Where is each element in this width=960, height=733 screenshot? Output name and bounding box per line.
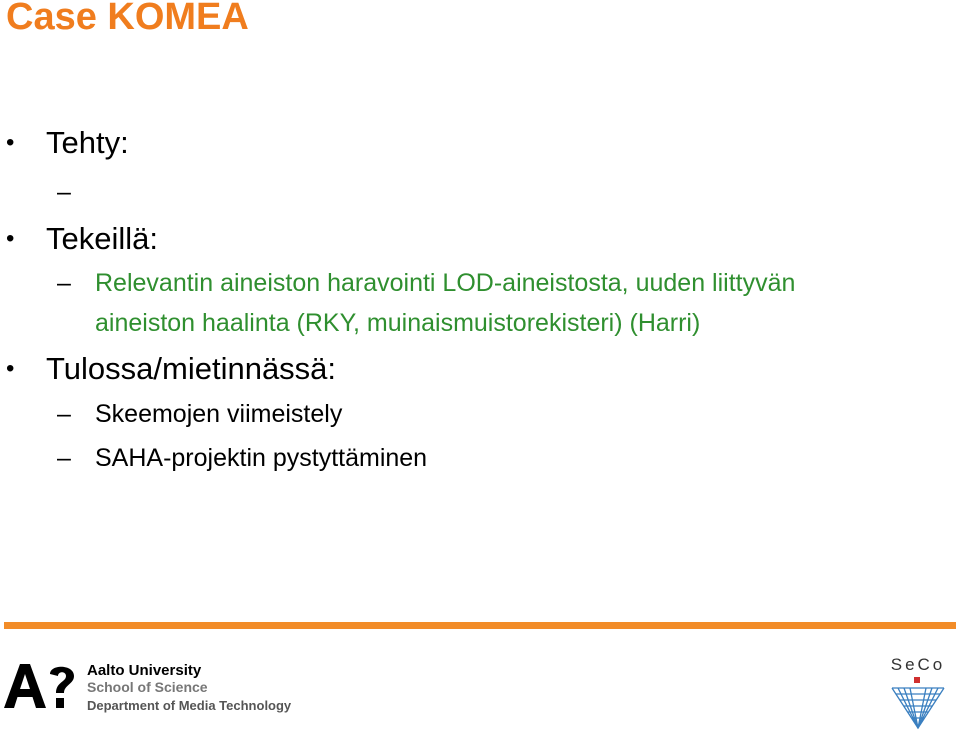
upcoming-sub-item-2	[57, 443, 428, 473]
bullet-done	[6, 125, 129, 160]
bullet-upcoming	[6, 351, 337, 386]
aalto-logo-icon	[4, 660, 78, 710]
footer-divider	[4, 622, 956, 629]
aalto-text-block	[87, 662, 291, 714]
bullet-in-progress	[6, 221, 158, 256]
department-name: Department of Media Technology	[87, 698, 292, 713]
seco-logo-icon	[880, 652, 956, 732]
bullet-dot-icon: •	[6, 355, 15, 382]
bullet-done-sub: –	[57, 178, 71, 206]
in-progress-line1: Relevantin aineiston haravointi LOD-aineistosta, uuden liittyvän	[95, 269, 796, 297]
dash-icon: –	[57, 269, 71, 297]
upcoming-sub1-text: Skeemojen viimeistely	[95, 400, 343, 428]
in-progress-sub-item	[57, 268, 796, 298]
school-name: School of Science	[87, 679, 208, 695]
bullet-done-label: Tehty:	[46, 125, 129, 160]
slide-title: Case KOMEA	[6, 0, 249, 38]
bullet-upcoming-label: Tulossa/mietinnässä:	[46, 351, 337, 386]
seco-logo-text: SeCo	[890, 655, 946, 674]
bullet-dot-icon: •	[6, 225, 15, 252]
upcoming-sub2-text: SAHA-projektin pystyttäminen	[95, 444, 428, 472]
bullet-in-progress-label: Tekeillä:	[46, 221, 158, 256]
upcoming-sub-item-1	[57, 399, 343, 429]
university-name: Aalto University	[87, 662, 202, 679]
dash-icon: –	[57, 400, 71, 428]
dash-icon: –	[57, 444, 71, 472]
bullet-dot-icon: •	[6, 129, 15, 156]
in-progress-line2: aineiston haalinta (RKY, muinaismuistorekisteri) (Harri)	[95, 309, 701, 337]
